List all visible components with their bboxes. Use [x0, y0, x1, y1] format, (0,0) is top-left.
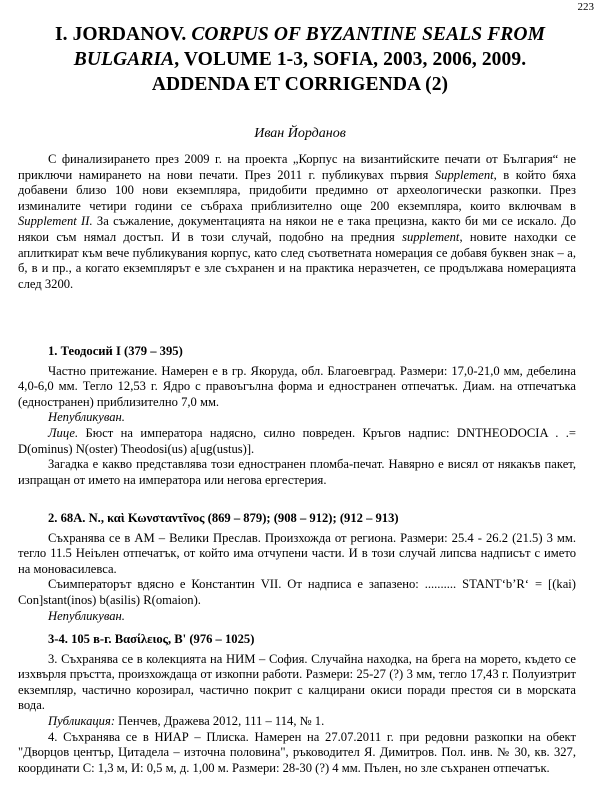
entry-1-heading: 1. Теодосий I (379 – 395): [48, 344, 183, 358]
entry-2-description: Съхранява се в АМ – Велики Преслав. Произхожда от региона. Размери: 25.4 - 26.2 (21.5) 3 мм. тегло 11.5 Неiълен отпечатък, от който има отчупени части. И в този случай липсва надписът с името на моновасилевса.: [18, 530, 576, 576]
intro-italic-2: Supplement II.: [18, 214, 93, 229]
title-line-1: [20, 22, 580, 47]
title-italic-country: BULGARIA: [73, 49, 175, 70]
intro-text-2: , в който бяха добавени близо 100 нови екземпляра, придобити предимно от археологически разкопки. През изминалите четири години се събраха приблизително още 200 екземпляра, които включвам в: [18, 167, 576, 213]
title-line-2: [20, 47, 580, 72]
entry-3-heading: 3-4. 105 в-г. Βασίλειος, Β' (976 – 1025): [48, 632, 255, 646]
title-italic-part: CORPUS OF BYZANTINE SEALS FROM: [191, 24, 546, 45]
entry-2-inscription: Съимператорът вдясно е Константин VII. От надписа е запазено: .......... STANT‘b’R‘ = [(kai) Con]stant(inos) b(asilis) R(omaion).: [18, 577, 576, 607]
entry-1-obverse-text: Бюст на императора надясно, силно повреден. Кръгов надпис: DNTHEODOCIA . .= D(ominus) N(oster) Theodosi(us) a[ug(ustus)].: [18, 425, 576, 456]
entry-3-publication: [18, 714, 576, 730]
entry-1-obverse: [18, 426, 576, 457]
entry-4-description: 4. Съхранява се в НИАР – Плиска. Намерен на 27.07.2011 г. при редовни разкопки на обект "Дворцов център, Цитадела – източна половина", ръководител Я. Димитров. Пол. инв. № 30, кв. 327, координати С: 1,3 м, И: 0,5 м, д. 1,00 м. Размери: 28-30 (?) 4 мм. Пълен, но зле съхранен отпечатък.: [18, 729, 576, 775]
entry-1: [18, 344, 576, 488]
entry-1-commentary: Загадка е какво представлява този едностранен пломба-печат. Навярно е висял от някакъв пакет, изпращан от името на императора или негова ергестерия.: [18, 457, 576, 487]
intro-italic-3: supplement: [402, 229, 460, 244]
intro-text-1: С финализирането през 2009 г. на проекта „Корпус на византийските печати от България“ не приключи намирането на нови печати. През 2011 г. публикувах първия: [18, 152, 576, 182]
entry-2: [18, 511, 576, 624]
entry-1-unpublished: Непубликуван.: [48, 410, 125, 425]
entry-3-publication-text: Пенчев, Дражева 2012, 111 – 114, № 1.: [115, 713, 325, 728]
title-author-part: I. JORDANOV.: [54, 24, 192, 45]
entry-2-unpublished: Непубликуван.: [48, 608, 125, 623]
intro-italic-1: Supplement: [434, 167, 494, 182]
intro-section: [18, 152, 576, 292]
entry-3-publication-label: Публикация:: [48, 713, 116, 728]
entry-3-description: 3. Съхранява се в колекцията на НИМ – София. Случайна находка, на брега на морето, където се изхвърля пръстта, произхождаща от изкопни работи. Размери: 25-27 (?) 3 мм, тегло 17,43 г. Полуизтрит екземпляр, частично корозирал, частично покрит с калцирани окиси поради престоя си в морската вода.: [18, 651, 576, 713]
title-volume-part: , VOLUME 1-3, SOFIA, 2003, 2006, 2009.: [174, 49, 527, 70]
intro-paragraph: [18, 152, 576, 292]
intro-text-4: , новите находки се аплиткират към вече публикувания корпус, като след съответната номерация се добавя буквен знак – а, б, в и пр., а когато екземплярът е зле съхранен и на практика неразчетен, се продължава номерацията след 3200.: [18, 229, 576, 291]
title-line-3: ADDENDA ET CORRIGENDA (2): [151, 74, 449, 95]
intro-text-3: За съжаление, документацията на някои не е така прецизна, както би ми се искало. До някои съм нямал достъп. И в този случай, подобно на предния: [18, 214, 576, 244]
entry-1-obverse-label: Лице.: [48, 425, 79, 440]
page-number: 223: [577, 1, 594, 13]
article-title: [20, 22, 580, 97]
entry-1-description: Частно притежание. Намерен е в гр. Якоруда, обл. Благоевград. Размери: 17,0-21,0 мм, дебелина 4,0-6,0 мм. Тегло 12,53 г. Ядро с правоъгълна форма и едностранен отпечатък. Диам. на отпечатъка (едностранен) приблизително 7,0 мм.: [18, 363, 576, 409]
author-name: Иван Йорданов: [254, 126, 346, 141]
entry-3: [18, 632, 576, 776]
entry-2-heading: 2. 68А. N., καὶ Κωνσταντῖνος (869 – 879); (908 – 912); (912 – 913): [48, 511, 399, 525]
